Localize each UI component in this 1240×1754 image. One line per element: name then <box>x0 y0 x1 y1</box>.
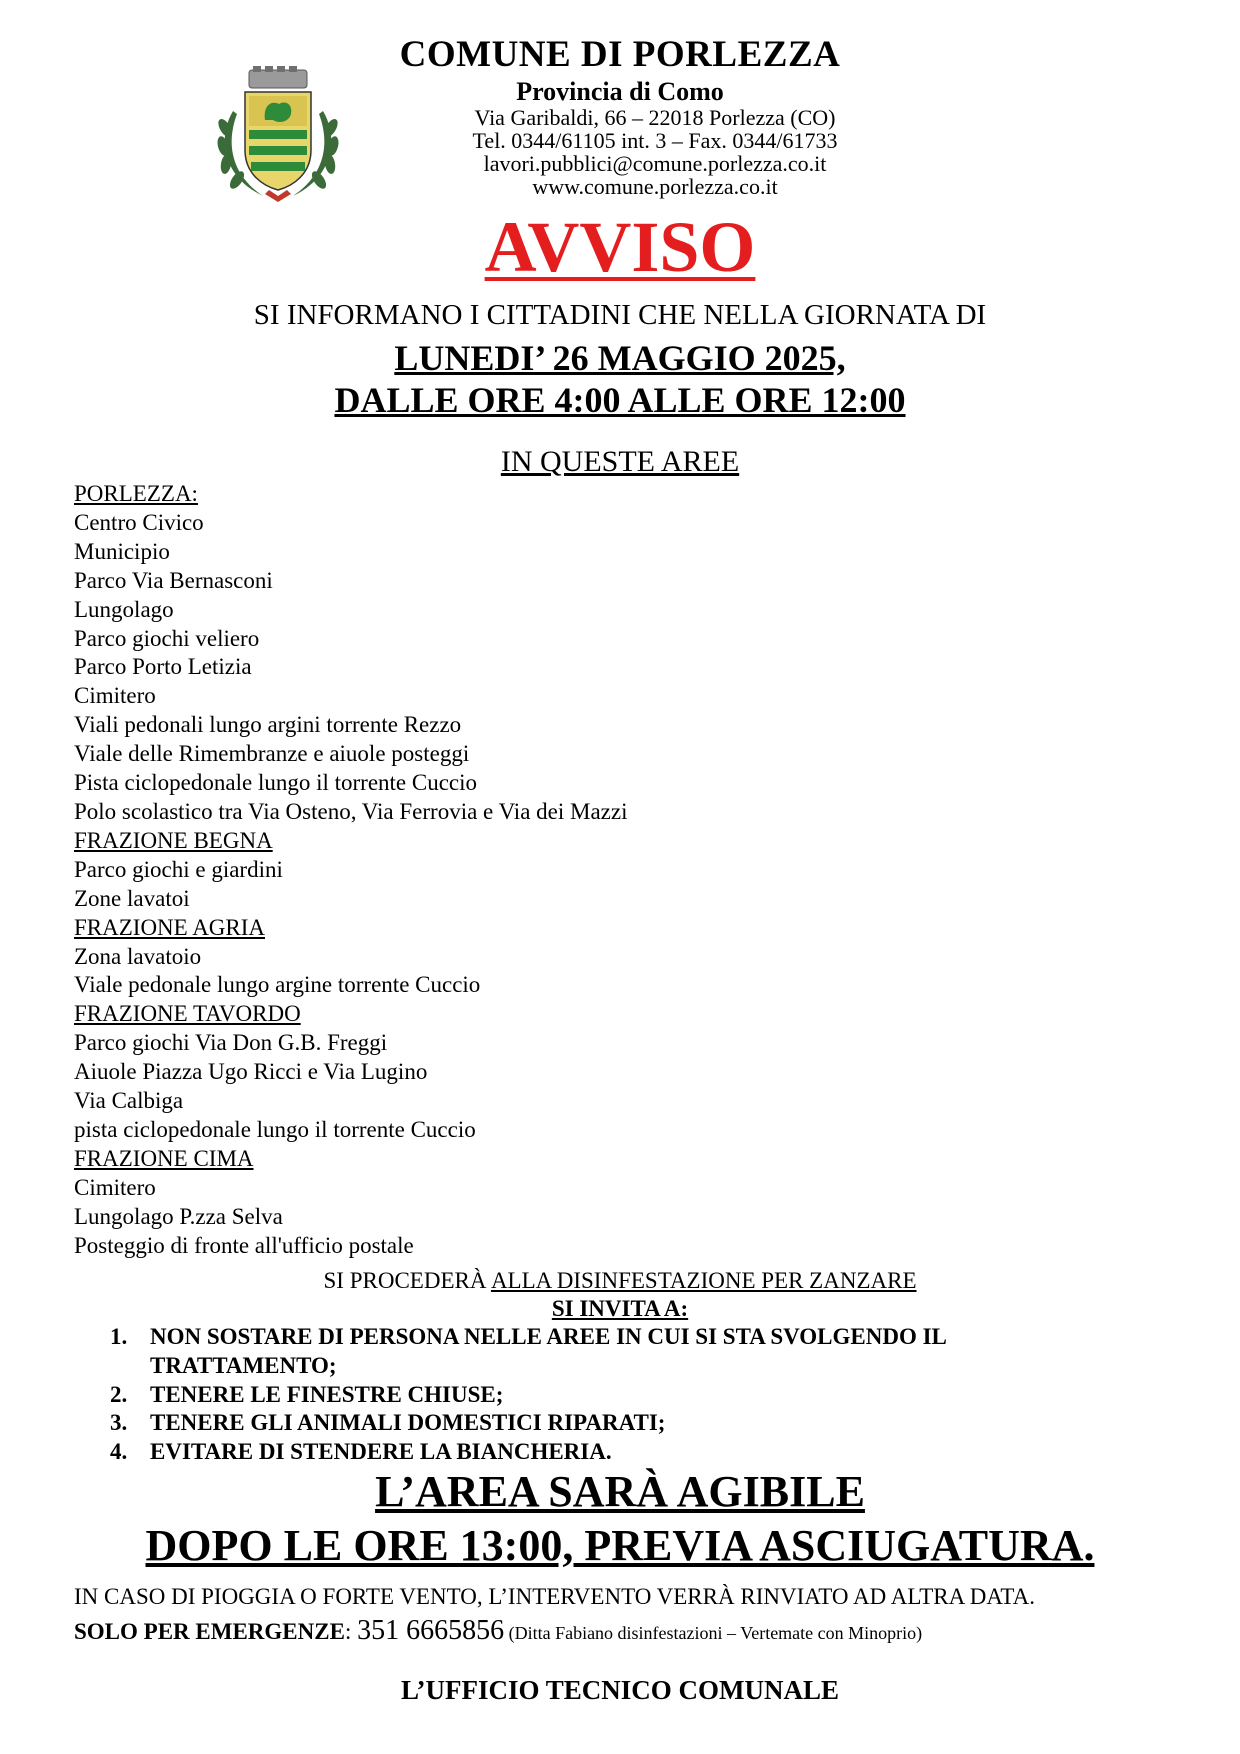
disinfestation-prefix: SI PROCEDERÀ <box>323 1268 491 1293</box>
area-item: Cimitero <box>74 683 156 709</box>
comune-name: COMUNE DI PORLEZZA <box>399 34 841 75</box>
area-item: Parco giochi veliero <box>74 625 260 651</box>
rule-number: 1. <box>110 1324 128 1349</box>
area-item: Pista ciclopedonale lungo il torrente Cuccio <box>74 770 478 796</box>
area-group-heading: FRAZIONE BEGNA <box>74 827 273 853</box>
agibility-line-1: L’AREA SARÀ AGIBILE <box>375 1467 865 1516</box>
notice-intro: SI INFORMANO I CITTADINI CHE NELLA GIORNATA DI <box>253 299 987 331</box>
area-item: Cimitero <box>74 1174 156 1200</box>
area-item: Posteggio di fronte all'ufficio postale <box>74 1232 414 1258</box>
area-item: Parco Porto Letizia <box>74 654 252 680</box>
areas-heading: IN QUESTE AREE <box>500 445 740 478</box>
notice-date: LUNEDI’ 26 MAGGIO 2025, <box>394 338 846 378</box>
rules-list <box>110 1323 1110 1467</box>
area-item: Viale delle Rimembranze e aiuole posteggi <box>74 741 470 767</box>
coat-of-arms-icon <box>213 66 343 206</box>
area-item: Zone lavatoi <box>74 885 190 911</box>
rule-number: 2. <box>110 1381 128 1407</box>
area-item: Zona lavatoio <box>74 943 202 969</box>
letterhead <box>380 34 860 198</box>
rain-notice: IN CASO DI PIOGGIA O FORTE VENTO, L’INTERVENTO VERRÀ RINVIATO AD ALTRA DATA. <box>74 1584 1035 1609</box>
areas-list <box>74 480 627 1260</box>
area-group-heading: FRAZIONE AGRIA <box>74 914 266 940</box>
rule-item <box>110 1381 1110 1410</box>
rule-text: EVITARE DI STENDERE LA BIANCHERIA. <box>150 1439 612 1465</box>
rule-number: 3. <box>110 1410 128 1436</box>
area-item: Parco Via Bernasconi <box>74 567 273 593</box>
rule-number: 4. <box>110 1439 128 1465</box>
rule-text: NON SOSTARE DI PERSONA NELLE AREE IN CUI SI STA SVOLGENDO IL TRATTAMENTO; <box>150 1324 946 1378</box>
rule-item <box>110 1323 1110 1381</box>
area-item: Polo scolastico tra Via Osteno, Via Ferrovia e Via dei Mazzi <box>74 798 628 824</box>
area-item: pista ciclopedonale lungo il torrente Cuccio <box>74 1116 476 1142</box>
address: Via Garibaldi, 66 – 22018 Porlezza (CO) <box>474 105 836 130</box>
area-item: Parco giochi Via Don G.B. Freggi <box>74 1030 388 1056</box>
disinfestation-subject: ALLA DISINFESTAZIONE PER ZANZARE <box>490 1268 917 1293</box>
area-item: Lungolago P.zza Selva <box>74 1203 283 1229</box>
emergency-contact <box>74 1614 922 1652</box>
emergency-company: (Ditta Fabiano disinfestazioni – Vertemate con Minoprio) <box>504 1623 923 1643</box>
telephone: Tel. 0344/61105 int. 3 – Fax. 0344/61733 <box>472 128 838 153</box>
provincia: Provincia di Como <box>516 77 724 106</box>
notice-hours: DALLE ORE 4:00 ALLE ORE 12:00 <box>334 380 906 420</box>
area-item: Parco giochi e giardini <box>74 856 283 882</box>
invitation-heading: SI INVITA A: <box>551 1296 689 1321</box>
email: lavori.pubblici@comune.porlezza.co.it <box>483 151 827 176</box>
agibility-line-2: DOPO LE ORE 13:00, PREVIA ASCIUGATURA. <box>145 1521 1095 1570</box>
office-signature: L’UFFICIO TECNICO COMUNALE <box>400 1675 840 1705</box>
rule-item <box>110 1438 1110 1467</box>
area-item: Centro Civico <box>74 509 204 535</box>
area-item: Viali pedonali lungo argini torrente Rezzo <box>74 712 462 738</box>
notice-title: AVVISO <box>484 207 756 287</box>
area-item: Via Calbiga <box>74 1088 184 1114</box>
area-group-heading: FRAZIONE TAVORDO <box>74 1001 301 1027</box>
area-group-heading: FRAZIONE CIMA <box>74 1145 254 1171</box>
area-item: Municipio <box>74 538 170 564</box>
emergency-colon: : <box>344 1619 358 1644</box>
area-group-heading: PORLEZZA: <box>74 481 198 506</box>
area-item: Aiuole Piazza Ugo Ricci e Via Lugino <box>74 1059 428 1085</box>
area-item: Lungolago <box>74 596 174 622</box>
website: www.comune.porlezza.co.it <box>532 174 778 199</box>
emergency-phone: 351 6665856 <box>357 1615 505 1646</box>
rule-item <box>110 1409 1110 1438</box>
emergency-label: SOLO PER EMERGENZE <box>74 1619 345 1644</box>
rule-text: TENERE GLI ANIMALI DOMESTICI RIPARATI; <box>150 1410 666 1436</box>
area-item: Viale pedonale lungo argine torrente Cuccio <box>74 972 481 998</box>
rule-text: TENERE LE FINESTRE CHIUSE; <box>150 1381 504 1407</box>
disinfestation-line <box>0 1267 1240 1295</box>
